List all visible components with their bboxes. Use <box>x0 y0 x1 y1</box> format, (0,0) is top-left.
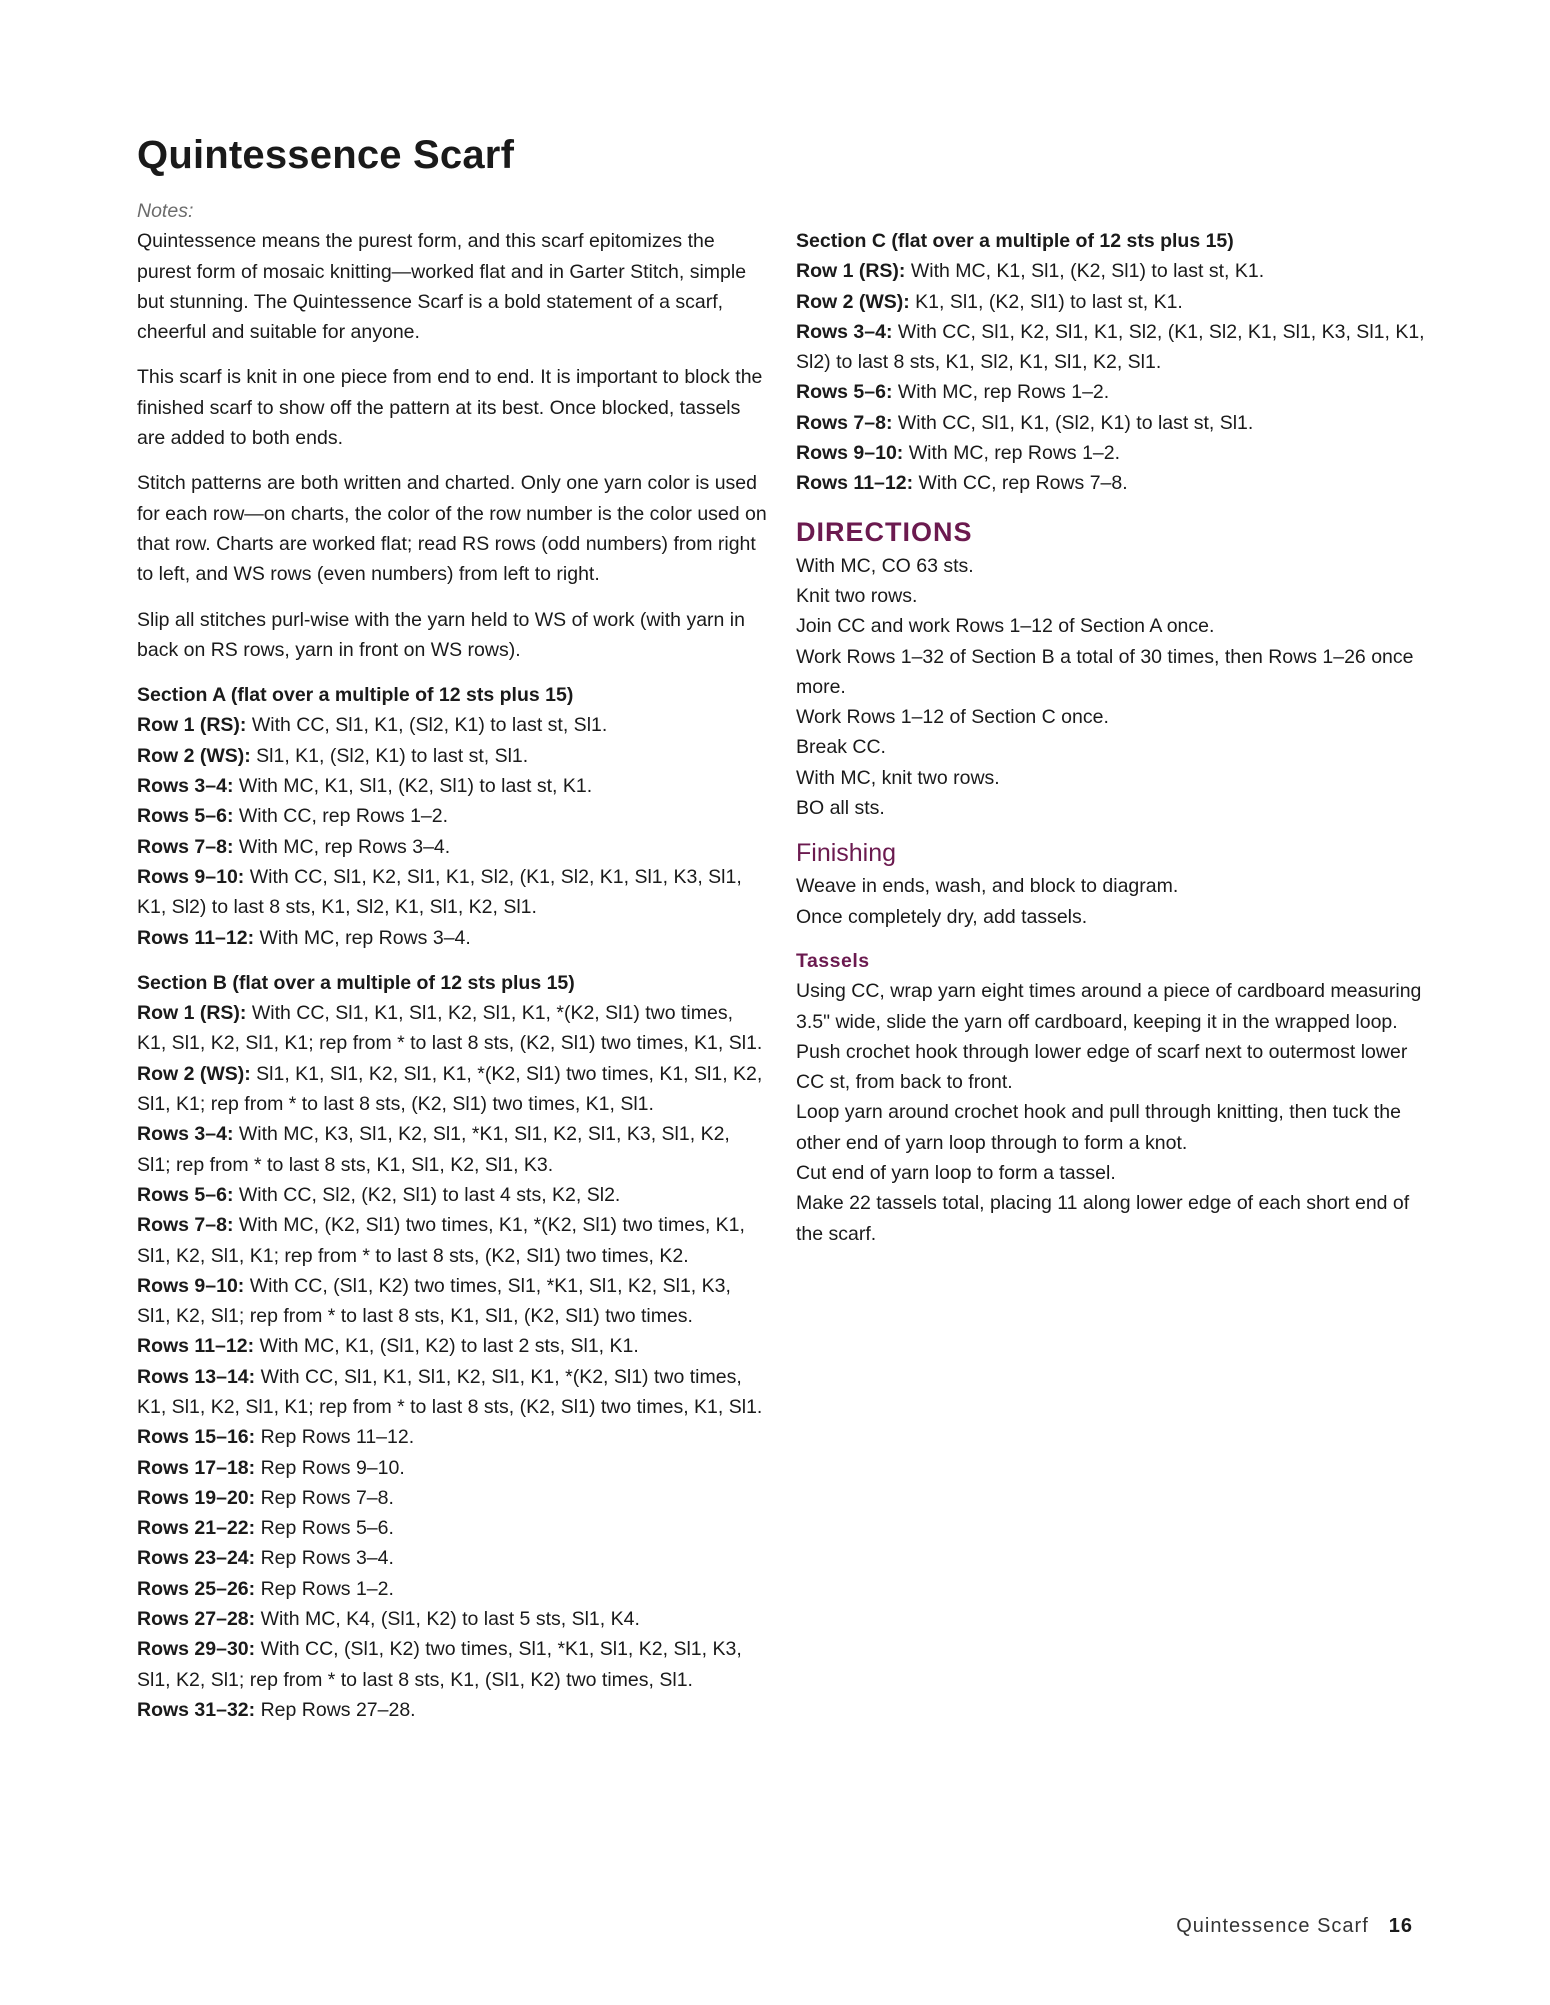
row-instructions: With CC, Sl1, K2, Sl1, K1, Sl2, (K1, Sl2, K1, Sl1, K3, Sl1, K1, Sl2) to last 8 sts, K1, Sl2, K1, Sl1, K2, Sl1. <box>796 320 1425 374</box>
row-instructions: Rep Rows 7–8. <box>255 1486 394 1509</box>
pattern-row <box>796 256 1436 286</box>
row-label: Rows 11–12: <box>137 1335 255 1358</box>
pattern-row <box>137 1210 767 1271</box>
row-instructions: Sl1, K1, Sl1, K2, Sl1, K1, *(K2, Sl1) two times, K1, Sl1, K2, Sl1, K1; rep from * to last 8 sts, (K2, Sl1) two times, K1, Sl1. <box>137 1062 763 1116</box>
row-label: Rows 3–4: <box>796 320 893 343</box>
row-label: Row 2 (WS): <box>137 744 251 767</box>
tassel-step: Make 22 tassels total, placing 11 along lower edge of each short end of the scarf. <box>796 1192 1410 1245</box>
row-label: Rows 5–6: <box>796 381 893 404</box>
row-label: Rows 27–28: <box>137 1608 256 1631</box>
row-label: Rows 15–16: <box>137 1426 256 1449</box>
pattern-row <box>137 710 767 740</box>
pattern-row <box>137 1422 767 1452</box>
row-instructions: With CC, Sl1, K1, (Sl2, K1) to last st, Sl1. <box>246 714 608 737</box>
row-instructions: With CC, Sl2, (K2, Sl1) to last 4 sts, K2, Sl2. <box>233 1183 621 1206</box>
pattern-row <box>137 1604 767 1634</box>
row-label: Rows 5–6: <box>137 1183 234 1206</box>
directions-heading: DIRECTIONS <box>796 516 973 547</box>
tassel-step: Push crochet hook through lower edge of scarf next to outermost lower CC st, from back to front. <box>796 1040 1408 1094</box>
row-instructions: With CC, Sl1, K1, Sl1, K2, Sl1, K1, *(K2, Sl1) two times, K1, Sl1, K2, Sl1, K1; rep from * to last 8 sts, (K2, Sl1) two times, K1, Sl1. <box>137 1365 763 1418</box>
pattern-row <box>796 408 1436 438</box>
pattern-row <box>137 1271 767 1332</box>
tassels-list <box>796 976 1436 1249</box>
notes-paragraph: Slip all stitches purl-wise with the yarn held to WS of work (with yarn in back on RS rows, yarn in front on WS rows). <box>137 608 745 661</box>
pattern-row <box>796 377 1436 407</box>
row-label: Rows 9–10: <box>796 442 904 465</box>
direction-step: Break CC. <box>796 736 886 759</box>
row-label: Row 2 (WS): <box>137 1062 251 1085</box>
row-instructions: Rep Rows 3–4. <box>255 1547 394 1570</box>
row-instructions: With MC, K1, Sl1, (K2, Sl1) to last st, K1. <box>905 260 1265 283</box>
pattern-row <box>137 1574 767 1604</box>
row-label: Rows 9–10: <box>137 865 245 888</box>
row-instructions: With MC, (K2, Sl1) two times, K1, *(K2, Sl1) two times, K1, Sl1, K2, Sl1, K1; rep from * to last 8 sts, (K2, Sl1) two times, K2. <box>137 1214 745 1267</box>
page-number: 16 <box>1388 1915 1413 1937</box>
row-label: Rows 9–10: <box>137 1274 245 1297</box>
pattern-row <box>796 438 1436 468</box>
row-instructions: With CC, Sl1, K1, (Sl2, K1) to last st, Sl1. <box>892 411 1254 434</box>
row-instructions: With CC, rep Rows 7–8. <box>913 472 1128 495</box>
section-b-rows <box>137 998 767 1725</box>
row-instructions: With CC, (Sl1, K2) two times, Sl1, *K1, Sl1, K2, Sl1, K3, Sl1, K2, Sl1; rep from * to last 8 sts, K1, Sl1, (K2, Sl1) two times. <box>137 1274 731 1328</box>
finishing-step: Weave in ends, wash, and block to diagram. <box>796 875 1179 898</box>
row-label: Rows 3–4: <box>137 775 234 798</box>
row-instructions: With CC, Sl1, K2, Sl1, K1, Sl2, (K1, Sl2, K1, Sl1, K3, Sl1, K1, Sl2) to last 8 sts, K1, Sl2, K1, Sl1, K2, Sl1. <box>137 865 742 919</box>
section-a <box>137 680 767 953</box>
section-c-rows <box>796 256 1436 498</box>
row-instructions: Rep Rows 1–2. <box>255 1577 394 1600</box>
pattern-row <box>137 832 767 862</box>
pattern-row <box>137 741 767 771</box>
finishing-list <box>796 871 1436 932</box>
section-a-heading: Section A (flat over a multiple of 12 sts plus 15) <box>137 684 574 707</box>
row-label: Rows 23–24: <box>137 1547 256 1570</box>
pattern-row <box>796 317 1436 378</box>
row-label: Rows 3–4: <box>137 1123 234 1146</box>
pattern-row <box>137 1331 767 1361</box>
row-label: Row 2 (WS): <box>796 290 910 313</box>
row-label: Rows 11–12: <box>796 472 914 495</box>
pattern-row <box>137 1543 767 1573</box>
row-label: Rows 21–22: <box>137 1517 256 1540</box>
tassel-step: Loop yarn around crochet hook and pull through knitting, then tuck the other end of yarn loop through to form a knot. <box>796 1101 1401 1154</box>
section-b-heading: Section B (flat over a multiple of 12 sts plus 15) <box>137 971 575 994</box>
direction-step: Join CC and work Rows 1–12 of Section A once. <box>796 615 1215 638</box>
row-instructions: Sl1, K1, (Sl2, K1) to last st, Sl1. <box>250 744 529 767</box>
row-label: Rows 13–14: <box>137 1365 256 1388</box>
row-instructions: Rep Rows 11–12. <box>255 1426 415 1449</box>
pattern-row <box>137 1634 767 1695</box>
notes-paragraph: Quintessence means the purest form, and this scarf epitomizes the purest form of mosaic knitting—worked flat and in Garter Stitch, simple but stunning. The Quintessence Scarf is a bold statement of a scarf, cheerful and suitable for anyone. <box>137 230 747 344</box>
row-label: Row 1 (RS): <box>137 1002 247 1025</box>
section-b <box>137 968 767 1725</box>
left-column <box>137 196 767 1740</box>
direction-step: BO all sts. <box>796 797 885 820</box>
row-label: Rows 19–20: <box>137 1486 256 1509</box>
pattern-row <box>137 801 767 831</box>
row-instructions: With MC, K1, Sl1, (K2, Sl1) to last st, K1. <box>233 775 593 798</box>
right-column <box>796 226 1436 1249</box>
row-instructions: With MC, K3, Sl1, K2, Sl1, *K1, Sl1, K2, Sl1, K3, Sl1, K2, Sl1; rep from * to last 8 sts, K1, Sl1, K2, Sl1, K3. <box>137 1123 730 1176</box>
section-c <box>796 226 1436 499</box>
row-instructions: Rep Rows 5–6. <box>255 1517 394 1540</box>
pattern-row <box>137 862 767 923</box>
row-label: Rows 7–8: <box>137 835 234 858</box>
row-instructions: With CC, Sl1, K1, Sl1, K2, Sl1, K1, *(K2, Sl1) two times, K1, Sl1, K2, Sl1, K1; rep from * to last 8 sts, (K2, Sl1) two times, K1, Sl1. <box>137 1002 763 1055</box>
row-instructions: With MC, rep Rows 1–2. <box>892 381 1110 404</box>
tassel-step: Using CC, wrap yarn eight times around a piece of cardboard measuring 3.5" wide, slide the yarn off cardboard, keeping it in the wrapped loop. <box>796 980 1422 1033</box>
pattern-row <box>137 1119 767 1180</box>
row-label: Rows 7–8: <box>796 411 893 434</box>
row-instructions: Rep Rows 27–28. <box>255 1698 416 1721</box>
row-label: Row 1 (RS): <box>796 260 906 283</box>
direction-step: Work Rows 1–32 of Section B a total of 30 times, then Rows 1–26 once more. <box>796 645 1414 698</box>
notes-label: Notes: <box>137 200 194 222</box>
directions-list <box>796 551 1436 824</box>
finishing-heading: Finishing <box>796 839 897 868</box>
tassels-heading: Tassels <box>796 949 870 972</box>
tassel-step: Cut end of yarn loop to form a tassel. <box>796 1162 1116 1185</box>
direction-step: Knit two rows. <box>796 584 918 607</box>
row-label: Rows 17–18: <box>137 1456 256 1479</box>
row-instructions: With CC, rep Rows 1–2. <box>233 805 449 828</box>
pattern-row <box>137 1362 767 1423</box>
direction-step: With MC, knit two rows. <box>796 766 1000 789</box>
pattern-row <box>137 1180 767 1210</box>
row-instructions: K1, Sl1, (K2, Sl1) to last st, K1. <box>909 290 1183 313</box>
pattern-row <box>796 287 1436 317</box>
direction-step: With MC, CO 63 sts. <box>796 554 974 577</box>
notes-paragraph: Stitch patterns are both written and charted. Only one yarn color is used for each row—on charts, the color of the row number is the color used on that row. Charts are worked flat; read RS rows (odd numbers) from right to left, and WS rows (even numbers) from left to right. <box>137 472 767 586</box>
row-instructions: With MC, K4, (Sl1, K2) to last 5 sts, Sl1, K4. <box>255 1608 640 1631</box>
row-label: Rows 29–30: <box>137 1638 256 1661</box>
footer-title: Quintessence Scarf <box>1176 1915 1369 1937</box>
row-instructions: With CC, (Sl1, K2) two times, Sl1, *K1, Sl1, K2, Sl1, K3, Sl1, K2, Sl1; rep from * to last 8 sts, K1, (Sl1, K2) two times, Sl1. <box>137 1638 742 1691</box>
pattern-row <box>137 1695 767 1725</box>
row-label: Row 1 (RS): <box>137 714 247 737</box>
pattern-row <box>137 998 767 1059</box>
pattern-row <box>137 1483 767 1513</box>
pattern-row <box>137 771 767 801</box>
row-label: Rows 7–8: <box>137 1214 234 1237</box>
pattern-row <box>796 468 1436 498</box>
pattern-row <box>137 1453 767 1483</box>
pattern-row <box>137 1059 767 1120</box>
row-label: Rows 5–6: <box>137 805 234 828</box>
row-instructions: Rep Rows 9–10. <box>255 1456 405 1479</box>
row-instructions: With MC, rep Rows 3–4. <box>233 835 451 858</box>
row-label: Rows 25–26: <box>137 1577 256 1600</box>
pattern-row <box>137 1513 767 1543</box>
direction-step: Work Rows 1–12 of Section C once. <box>796 706 1109 729</box>
row-instructions: With MC, rep Rows 3–4. <box>254 926 471 949</box>
notes-paragraph: This scarf is knit in one piece from end to end. It is important to block the finished scarf to show off the pattern at its best. Once blocked, tassels are added to both ends. <box>137 366 763 450</box>
row-instructions: With MC, K1, (Sl1, K2) to last 2 sts, Sl1, K1. <box>254 1335 639 1358</box>
pattern-row <box>137 923 767 953</box>
row-label: Rows 31–32: <box>137 1698 256 1721</box>
section-c-heading: Section C (flat over a multiple of 12 sts plus 15) <box>796 230 1234 252</box>
section-a-rows <box>137 710 767 952</box>
row-instructions: With MC, rep Rows 1–2. <box>903 442 1121 465</box>
page-title: Quintessence Scarf <box>137 133 515 177</box>
row-label: Rows 11–12: <box>137 926 255 949</box>
page-footer <box>1176 1915 1413 1938</box>
finishing-step: Once completely dry, add tassels. <box>796 905 1088 928</box>
